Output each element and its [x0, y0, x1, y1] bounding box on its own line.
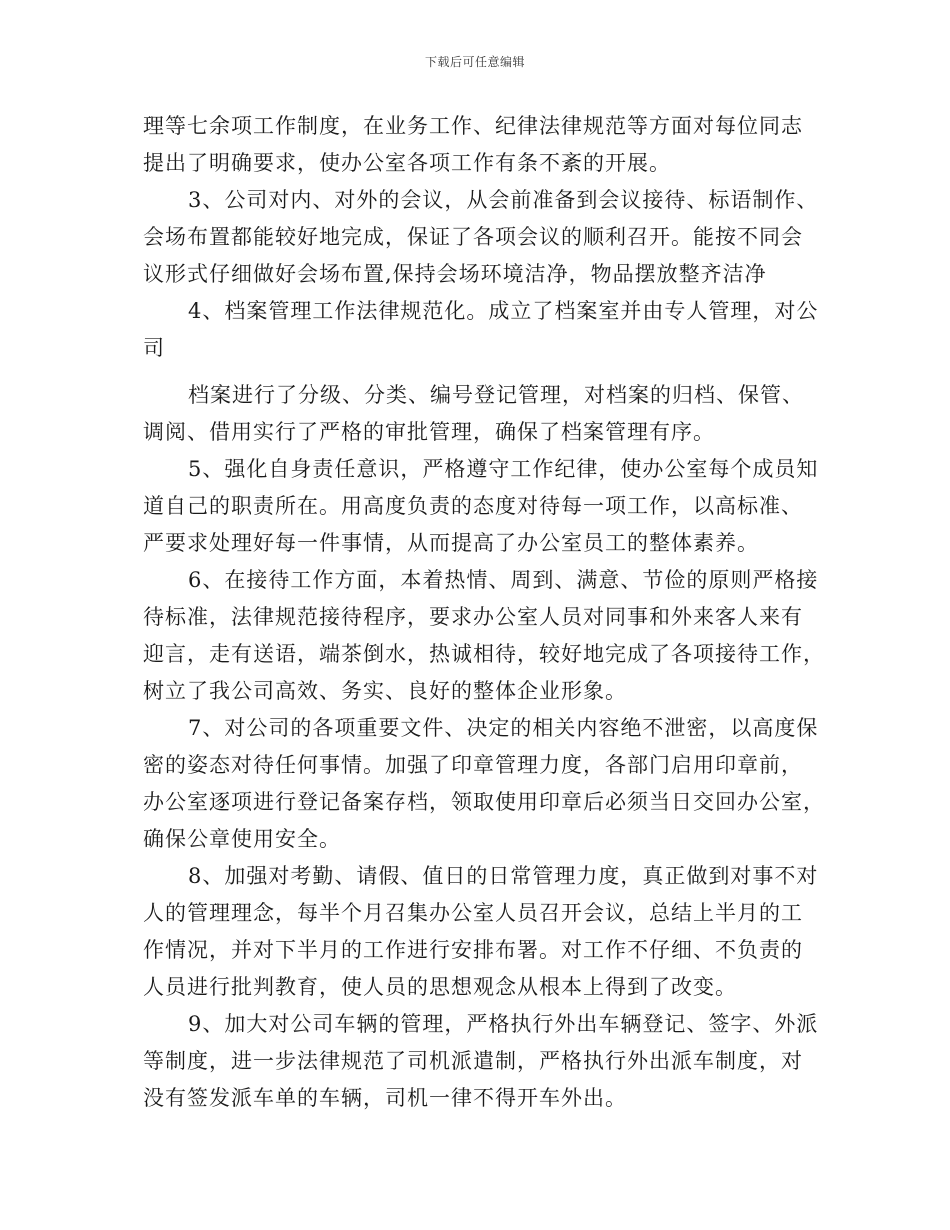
paragraph-start-5: 5、强化自身责任意识，严格遵守工作纪律，使办公室每个成员知: [188, 457, 819, 481]
text-line: 作情况，并对下半月的工作进行安排布署。对工作不仔细、不负责的: [143, 938, 803, 962]
text-line: 树立了我公司高效、务实、良好的整体企业形象。: [143, 679, 627, 703]
text-line: 待标准，法律规范接待程序，要求办公室人员对同事和外来客人来有: [143, 605, 803, 629]
text-line: 理等七余项工作制度，在业务工作、纪律法律规范等方面对每位同志: [143, 114, 803, 138]
paragraph-start-8: 8、加强对考勤、请假、值日的日常管理力度，真正做到对事不对: [188, 864, 819, 888]
text-line: 密的姿态对待任何事情。加强了印章管理力度，各部门启用印章前，: [143, 753, 803, 777]
text-line: 确保公章使用安全。: [143, 827, 341, 851]
text-line: 迎言，走有送语，端茶倒水，热诚相待，较好地完成了各项接待工作，: [143, 642, 825, 666]
text-line: 调阅、借用实行了严格的审批管理，确保了档案管理有序。: [143, 420, 715, 444]
text-line: 人的管理理念，每半个月召集办公室人员召开会议，总结上半月的工: [143, 901, 803, 925]
text-line: 严要求处理好每一件事情，从而提高了办公室员工的整体素养。: [143, 531, 759, 555]
text-line: 提出了明确要求，使办公室各项工作有条不紊的开展。: [143, 151, 671, 175]
text-line: 办公室逐项进行登记备案存档，领取使用印章后必须当日交回办公室，: [143, 790, 825, 814]
page-header: 下载后可任意编辑: [424, 55, 525, 69]
paragraph-start-3: 3、公司对内、对外的会议，从会前准备到会议接待、标语制作、: [188, 188, 819, 212]
paragraph-start-9: 9、加大对公司车辆的管理，严格执行外出车辆登记、签字、外派: [188, 1012, 819, 1036]
text-line: 没有签发派车单的车辆，司机一律不得开车外出。: [143, 1086, 627, 1110]
paragraph-start-6: 6、在接待工作方面，本着热情、周到、满意、节俭的原则严格接: [188, 568, 819, 592]
paragraph-continuation: 档案进行了分级、分类、编号登记管理，对档案的归档、保管、: [188, 383, 804, 407]
text-line: 等制度，进一步法律规范了司机派遣制，严格执行外出派车制度，对: [143, 1049, 803, 1073]
text-line: 司: [143, 336, 165, 360]
document-body: [143, 108, 825, 1117]
paragraph-start-4: 4、档案管理工作法律规范化。成立了档案室并由专人管理，对公: [188, 299, 819, 323]
text-line: 议形式仔细做好会场布置,保持会场环境洁净，物品摆放整齐洁净: [143, 262, 767, 286]
paragraph-start-7: 7、对公司的各项重要文件、决定的相关内容绝不泄密，以高度保: [188, 716, 819, 740]
text-line: 会场布置都能较好地完成，保证了各项会议的顺利召开。能按不同会: [143, 225, 803, 249]
text-line: 道自己的职责所在。用高度负责的态度对待每一项工作，以高标准、: [143, 494, 803, 518]
text-line: 人员进行批判教育，使人员的思想观念从根本上得到了改变。: [143, 975, 737, 999]
